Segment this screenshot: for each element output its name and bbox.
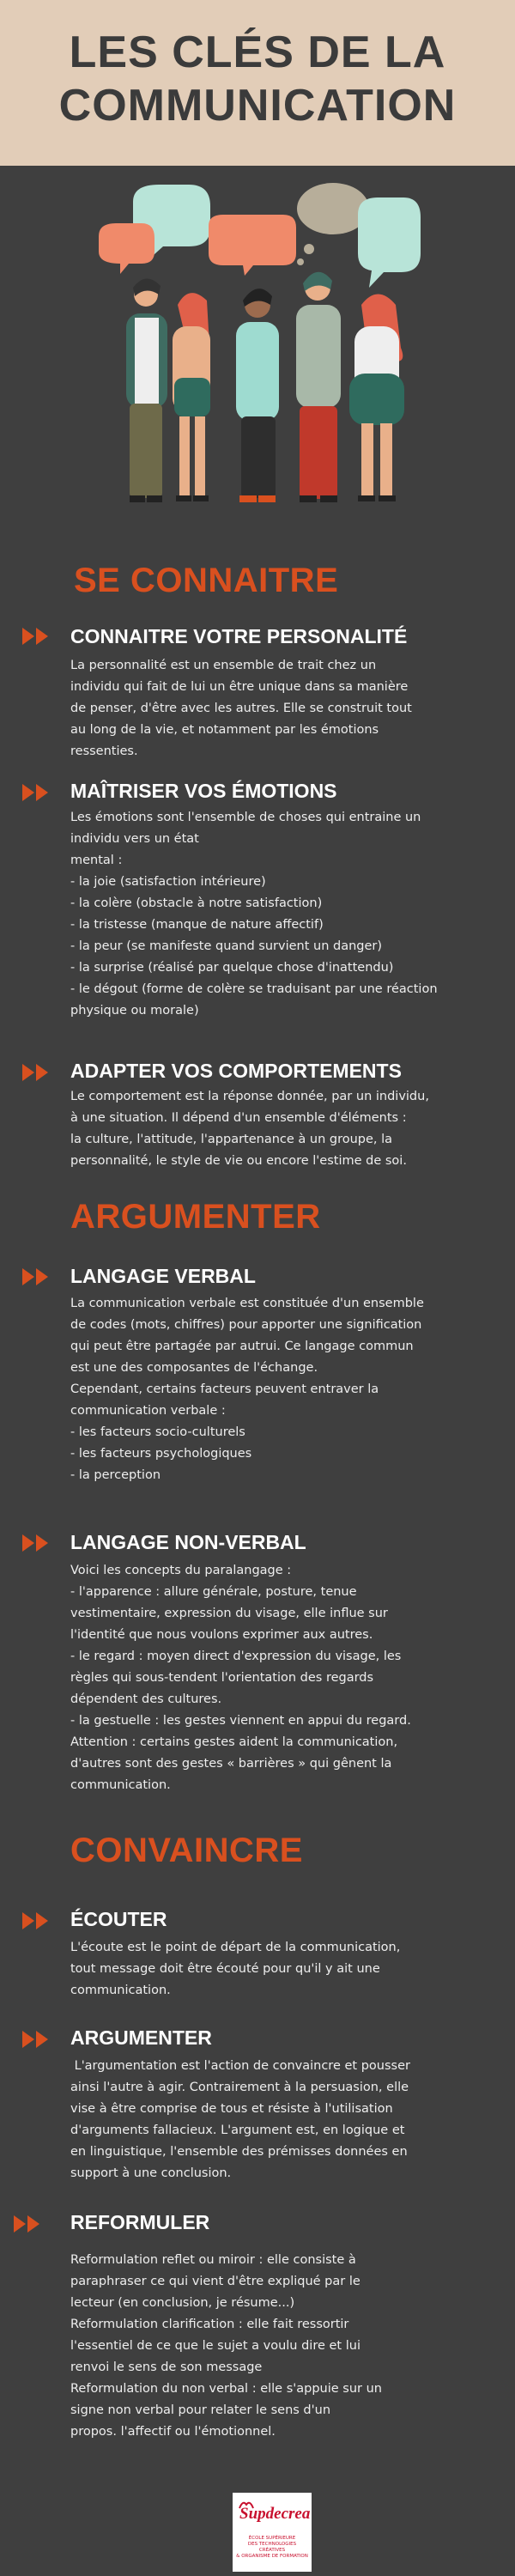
section-title-se-connaitre: SE CONNAITRE	[74, 562, 339, 599]
double-chevron-icon	[21, 1061, 58, 1084]
person-figure	[126, 278, 167, 502]
subhead-personalite: CONNAITRE VOTRE PERSONALITÉ	[70, 625, 408, 647]
subhead-langage-verbal: LANGAGE VERBAL	[70, 1265, 256, 1287]
double-chevron-icon	[21, 625, 58, 647]
subhead-ecouter: ÉCOUTER	[70, 1908, 167, 1930]
text-argumenter: L'argumentation est l'action de convaincre et pousser ainsi l'autre à agir. Contrairement à la persuasion, elle vise à être comprise de tous et résiste à l'utilisation d'arguments fallacieux. L'argument est, en logique et en linguistique, l'ensemble des prémisses données en support à une conclusion.	[70, 2059, 410, 2180]
logo-wordmark: Supdecrea	[239, 2505, 311, 2523]
subhead-argumenter: ARGUMENTER	[70, 2026, 212, 2049]
double-chevron-icon	[12, 2213, 50, 2235]
title-line-1: LES CLÉS DE LA	[69, 27, 446, 77]
text-langage-non-verbal: Voici les concepts du paralangage : - l'apparence : allure générale, posture, tenue vestimentaire, expression du visage, elle influe sur l'identité que nous voulons exprimer aux autres. - le regard : moyen direct d'expression du visage, les règles qui sous-tendent l'orientation des regards dépendent des cultures. - la gestuelle : les gestes viennent en appui du regard. Attention : certains gestes aident la communication, d'autres sont des gestes « barrières » qui gênent la communication.	[70, 1564, 411, 1792]
double-chevron-icon	[21, 1532, 58, 1554]
person-figure	[349, 295, 404, 502]
person-figure	[296, 272, 341, 502]
title-line-2: COMMUNICATION	[58, 81, 457, 131]
text-comportements: Le comportement est la réponse donnée, par un individu, à une situation. Il dépend d'un ensemble d'éléments : la culture, l'attitude, l'appartenance à un groupe, la personnalité, le style de vie ou encore l'estime de soi.	[70, 1090, 429, 1168]
school-logo	[233, 2493, 312, 2572]
page-title	[0, 26, 515, 132]
text-ecouter: L'écoute est le point de départ de la communication, tout message doit être écouté pour qu'il y ait une communication.	[70, 1941, 401, 1997]
text-personalite: La personnalité est un ensemble de trait chez un individu qui fait de lui un être unique dans sa manière de penser, d'être avec les autres. Elle se construit tout au long de la vie, et notamment par les émotions ressenties.	[70, 659, 412, 758]
subhead-reformuler: REFORMULER	[70, 2211, 210, 2233]
subhead-comportements: ADAPTER VOS COMPORTEMENTS	[70, 1060, 402, 1082]
section-title-convaincre: CONVAINCRE	[70, 1832, 303, 1869]
subhead-emotions: MAÎTRISER VOS ÉMOTIONS	[70, 780, 337, 802]
speech-bubble-icon	[99, 183, 421, 288]
text-emotions: Les émotions sont l'ensemble de choses qui entraine un individu vers un état mental : - la joie (satisfaction intérieure) - la colère (obstacle à notre satisfaction) - la tristesse (manque de nature affectif) - la peur (se manifeste quand survient un danger) - la surprise (réalisé par quelque chose d'inattendu) - le dégout (forme de colère se traduisant par une réaction physique ou morale)	[70, 811, 438, 1018]
double-chevron-icon	[21, 781, 58, 804]
text-langage-verbal: La communication verbale est constituée d'un ensemble de codes (mots, chiffres) pour apporter une signification qui peut être partagée par autrui. Ce langage commun est une des composantes de l'échange. Cependant, certains facteurs peuvent entraver la communication verbale : - les facteurs socio-culturels - les facteurs psychologiques - la perception	[70, 1297, 424, 1482]
person-figure	[173, 293, 210, 501]
logo-tagline: ÉCOLE SUPÉRIEURE DES TECHNOLOGIES CRÉATIVES & ORGANISME DE FORMATION	[236, 2536, 308, 2559]
person-figure	[236, 289, 279, 502]
double-chevron-icon	[21, 1266, 58, 1288]
double-chevron-icon	[21, 2028, 58, 2050]
section-title-argumenter: ARGUMENTER	[70, 1198, 321, 1236]
text-reformuler: Reformulation reflet ou miroir : elle consiste à paraphraser ce qui vient d'être expliqué par le lecteur (en conclusion, je résume...) Reformulation clarification : elle fait ressortir l'essentiel de ce que le sujet a voulu dire et lui renvoi le sens de son message Reformulation du non verbal : elle s'appuie sur un signe non verbal pour relater le sens d'un propos. l'affectif ou l'émotionnel.	[70, 2253, 382, 2439]
header-banner	[0, 0, 515, 166]
people-talking-illustration	[82, 176, 433, 528]
subhead-langage-non-verbal: LANGAGE NON-VERBAL	[70, 1531, 306, 1553]
double-chevron-icon	[21, 1910, 58, 1932]
